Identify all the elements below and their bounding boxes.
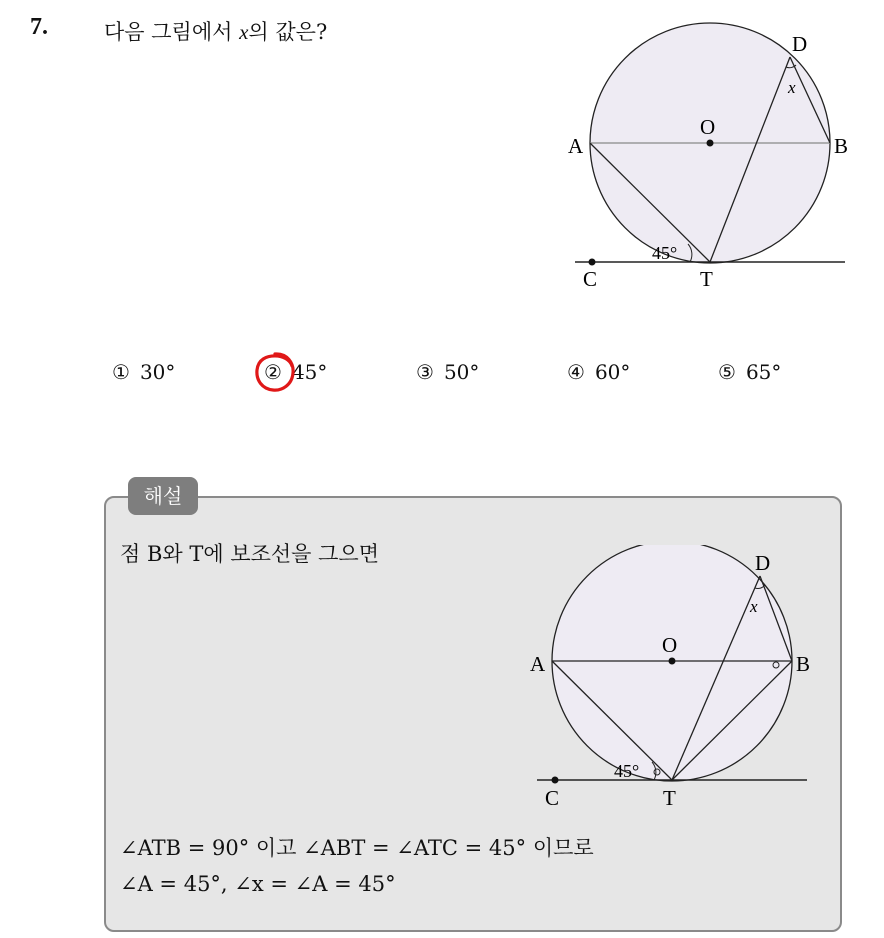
choice-2[interactable]: ② 45° [264, 360, 328, 384]
sol-label-o: O [662, 633, 678, 657]
label-t: T [700, 267, 713, 291]
sol-label-angle: 45° [614, 761, 640, 781]
question-text: 다음 그림에서 x의 값은? [104, 20, 328, 44]
answer-circle-mark [252, 349, 298, 395]
sol-label-x: x [750, 597, 758, 616]
label-angle: 45° [652, 243, 678, 263]
answer-choices [0, 360, 884, 394]
solution-line-1: 점 B와 T에 보조선을 그으면 [120, 542, 379, 566]
label-o: O [700, 115, 716, 139]
solution-line-2: ∠ATB = 90° 이고 ∠ABT = ∠ATC = 45° 이므로 [120, 836, 594, 860]
sol-label-c: C [545, 786, 560, 810]
solution-figure [520, 545, 820, 815]
label-a: A [568, 134, 584, 158]
sol-label-b: B [796, 652, 811, 676]
sol-label-t: T [663, 786, 676, 810]
choice-4[interactable]: ④ 60° [567, 360, 631, 384]
choice-1[interactable]: ① 30° [112, 360, 176, 384]
sol-label-d: D [755, 551, 771, 575]
label-b: B [834, 134, 849, 158]
question-figure [560, 20, 860, 300]
choice-5[interactable]: ⑤ 65° [718, 360, 782, 384]
label-d: D [792, 32, 808, 56]
solution-line-3: ∠A = 45°, ∠x = ∠A = 45° [120, 872, 396, 896]
variable-x: x [239, 20, 249, 44]
choice-3[interactable]: ③ 50° [416, 360, 480, 384]
label-c: C [583, 267, 598, 291]
question-number: 7. [30, 14, 48, 40]
sol-label-a: A [530, 652, 546, 676]
solution-tag: 해설 [128, 477, 198, 515]
label-x: x [788, 78, 796, 97]
